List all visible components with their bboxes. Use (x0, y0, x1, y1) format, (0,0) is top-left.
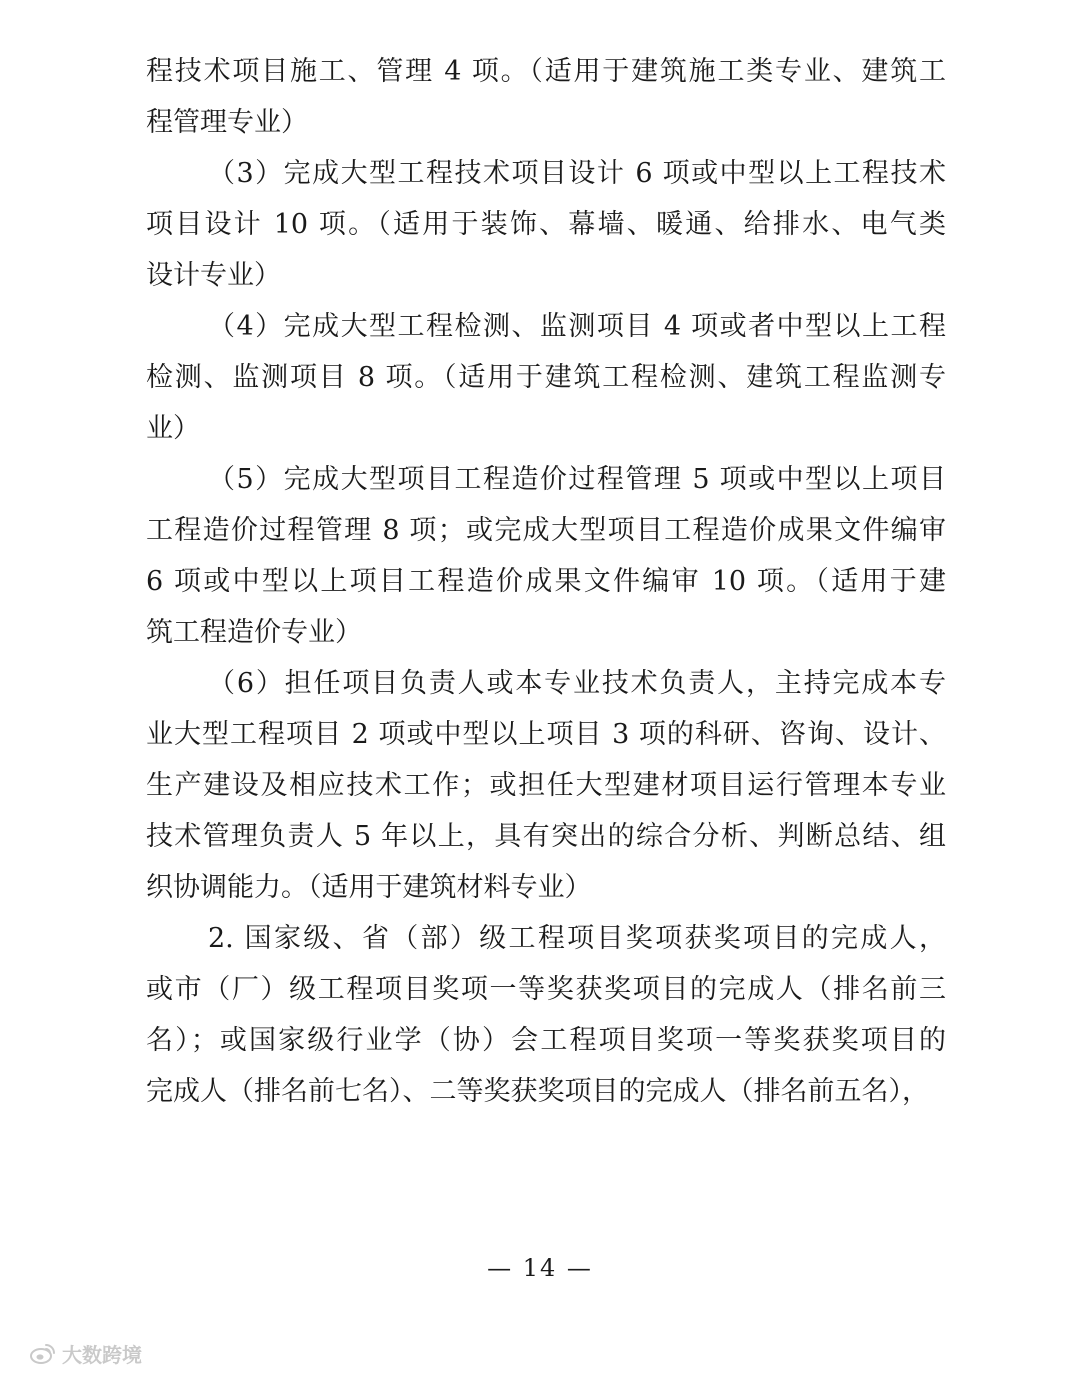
text-line: （3）完成大型工程技术项目设计 6 项或中型以上工程技术 (208, 158, 946, 189)
text-line: 程管理专业） (146, 107, 308, 138)
text-line: 业） (146, 413, 200, 444)
text-line: （5）完成大型项目工程造价过程管理 5 项或中型以上项目 (208, 464, 946, 495)
text-line: 技术管理负责人 5 年以上，具有突出的综合分析、判断总结、组 (146, 821, 946, 852)
text-line: 检测、监测项目 8 项。（适用于建筑工程检测、建筑工程监测专 (146, 362, 946, 393)
weibo-logo-icon (30, 1342, 56, 1364)
text-line: 或市（厂）级工程项目奖项一等奖获奖项目的完成人（排名前三 (146, 974, 946, 1005)
watermark-text: 大数跨境 (62, 1342, 142, 1367)
text-line: 设计专业） (146, 260, 281, 291)
text-line: （6）担任项目负责人或本专业技术负责人，主持完成本专 (208, 668, 946, 699)
text-line: 完成人（排名前七名）、二等奖获奖项目的完成人（排名前五名）， (146, 1076, 929, 1107)
text-line: 程技术项目施工、管理 4 项。（适用于建筑施工类专业、建筑工 (146, 56, 946, 87)
text-line: 2. 国家级、省（部）级工程项目奖项获奖项目的完成人， (208, 923, 946, 954)
text-line: 名）；或国家级行业学（协）会工程项目奖项一等奖获奖项目的 (146, 1025, 946, 1056)
text-line: 6 项或中型以上项目工程造价成果文件编审 10 项。（适用于建 (146, 566, 946, 597)
page-number: — 14 — (487, 1254, 593, 1282)
text-line: 项目设计 10 项。（适用于装饰、幕墙、暖通、给排水、电气类 (146, 209, 946, 240)
text-line: 织协调能力。（适用于建筑材料专业） (146, 872, 592, 903)
watermark (30, 1338, 142, 1368)
text-line: 筑工程造价专业） (146, 617, 362, 648)
text-line: 业大型工程项目 2 项或中型以上项目 3 项的科研、咨询、设计、 (146, 719, 946, 750)
document-body (146, 46, 946, 1117)
text-line: 生产建设及相应技术工作；或担任大型建材项目运行管理本专业 (146, 770, 946, 801)
text-line: 工程造价过程管理 8 项；或完成大型项目工程造价成果文件编审 (146, 515, 946, 546)
text-line: （4）完成大型工程检测、监测项目 4 项或者中型以上工程 (208, 311, 946, 342)
